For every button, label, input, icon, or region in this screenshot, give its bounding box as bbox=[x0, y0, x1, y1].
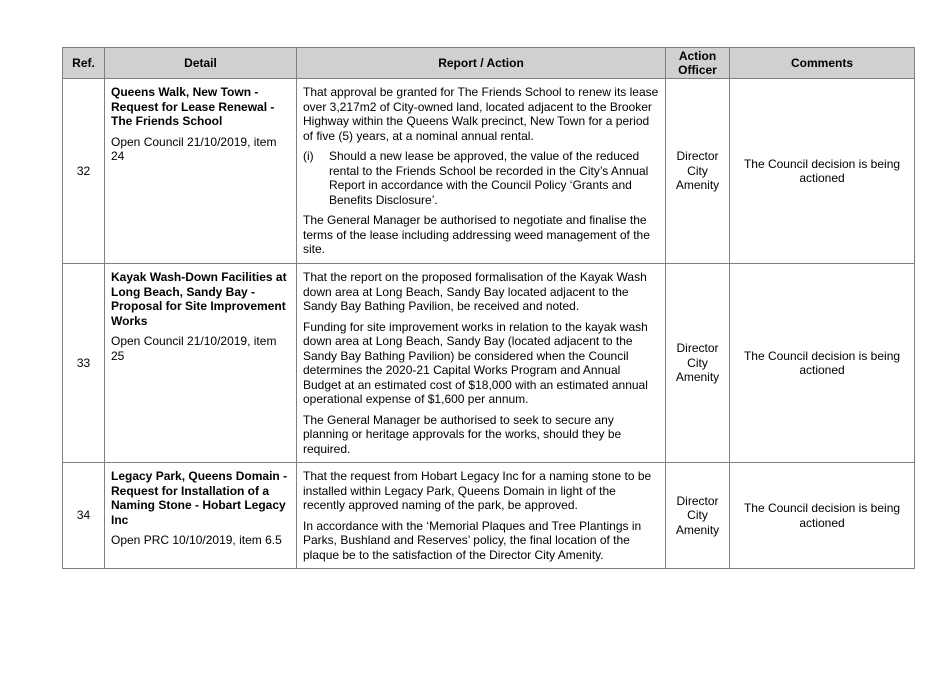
list-item-number: (i) bbox=[303, 149, 314, 163]
report-paragraph: Funding for site improvement works in relation to the kayak wash down area at Long Beach, Sandy Bay (located adjacent to the Sandy Bay Bathing Pavilion) be considered when the Council determines the 2020-21 Capital Works Program and Annual Budget at an estimated cost of $18,000 with an estimated annual operational expense of $1,600 per annum. bbox=[303, 319, 648, 406]
table-row bbox=[63, 264, 915, 463]
header-report: Report / Action bbox=[297, 48, 666, 79]
detail-title: Queens Walk, New Town - Request for Lease Renewal - The Friends School bbox=[111, 85, 275, 128]
row-ref: 32 bbox=[63, 79, 105, 264]
report-paragraph: That approval be granted for The Friends School to renew its lease over 3,217m2 of City-owned land, located adjacent to the Brooker Highway within the Queens Walk precinct, New Town for a period of five (5) years, at a nominal annual rental. bbox=[303, 85, 659, 143]
table-header bbox=[63, 48, 915, 79]
table-row bbox=[63, 463, 915, 569]
row-detail bbox=[105, 463, 297, 569]
row-detail bbox=[105, 264, 297, 463]
row-ref: 33 bbox=[63, 264, 105, 463]
table-row bbox=[63, 79, 915, 264]
report-list-item bbox=[303, 149, 659, 207]
detail-title: Kayak Wash-Down Facilities at Long Beach, Sandy Bay - Proposal for Site Improvement Works bbox=[111, 270, 287, 328]
row-officer: Director City Amenity bbox=[666, 463, 730, 569]
row-comments: The Council decision is being actioned bbox=[730, 264, 915, 463]
header-ref: Ref. bbox=[63, 48, 105, 79]
report-paragraph: That the request from Hobart Legacy Inc for a naming stone to be installed within Legacy Park, Queens Domain in light of the recently approved naming of the park, be approved. bbox=[303, 469, 652, 512]
row-comments: The Council decision is being actioned bbox=[730, 79, 915, 264]
row-report bbox=[297, 264, 666, 463]
row-officer: Director City Amenity bbox=[666, 264, 730, 463]
report-paragraph: The General Manager be authorised to negotiate and finalise the terms of the lease including addressing weed management of the site. bbox=[303, 213, 650, 256]
header-comments: Comments bbox=[730, 48, 915, 79]
row-report bbox=[297, 463, 666, 569]
table-body bbox=[63, 79, 915, 569]
row-officer: Director City Amenity bbox=[666, 79, 730, 264]
row-detail bbox=[105, 79, 297, 264]
report-paragraph: That the report on the proposed formalisation of the Kayak Wash down area at Long Beach, Sandy Bay located adjacent to the Sandy Bay Bathing Pavilion, be received and noted. bbox=[303, 270, 647, 313]
detail-meeting: Open Council 21/10/2019, item 24 bbox=[111, 134, 277, 163]
header-officer: Action Officer bbox=[666, 48, 730, 79]
header-detail: Detail bbox=[105, 48, 297, 79]
report-paragraph: In accordance with the ‘Memorial Plaques and Tree Plantings in Parks, Bushland and Reserves’ policy, the final location of the plaque be to the satisfaction of the Director City Amenity. bbox=[303, 518, 642, 562]
action-table bbox=[62, 47, 915, 569]
row-ref: 34 bbox=[63, 463, 105, 569]
detail-title: Legacy Park, Queens Domain - Request for Installation of a Naming Stone - Hobart Legacy Inc bbox=[111, 469, 288, 527]
detail-meeting: Open Council 21/10/2019, item 25 bbox=[111, 334, 277, 363]
detail-meeting: Open PRC 10/10/2019, item 6.5 bbox=[111, 533, 282, 547]
report-paragraph: The General Manager be authorised to seek to secure any planning or heritage approvals for the works, should they be required. bbox=[303, 412, 622, 456]
row-report bbox=[297, 79, 666, 264]
header-row bbox=[63, 48, 915, 79]
list-item-text: Should a new lease be approved, the value of the reduced rental to the Friends School be recorded in the City’s Annual Report in accordance with the Council Policy ‘Grants and Benefits Disclosure’. bbox=[329, 149, 649, 207]
row-comments: The Council decision is being actioned bbox=[730, 463, 915, 569]
